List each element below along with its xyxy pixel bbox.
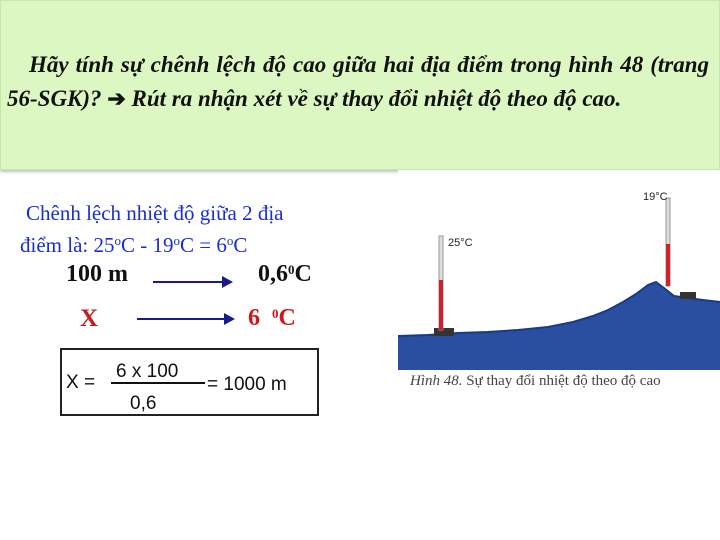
right-arrow-icon: ➔ (107, 86, 126, 111)
diff-part: C - 19 (120, 233, 174, 257)
proportion-0-6c (258, 261, 312, 288)
diff-part: C = 6 (179, 233, 227, 257)
degree-sup: 0 (288, 262, 295, 277)
question-text (7, 48, 709, 116)
thermometer-low-fill (439, 280, 443, 330)
calc-numerator: 6 x 100 (116, 361, 179, 382)
caption-number: Hình 48. (410, 373, 463, 389)
calc-result: = 1000 m (207, 374, 287, 395)
diff-line-2 (20, 227, 380, 259)
value: 0,6 (258, 261, 288, 287)
caption-text: Sự thay đổi nhiệt độ theo độ cao (466, 373, 661, 389)
village-icon (434, 328, 454, 336)
fraction-line (111, 382, 205, 384)
label-low: 25°C (448, 237, 473, 249)
question-conclusion: Rút ra nhận xét về sự thay đổi nhiệt độ theo độ cao. (131, 86, 622, 111)
degree-sup: o (226, 233, 234, 248)
thermometer-high-fill (666, 244, 670, 286)
value: 6 (248, 305, 260, 331)
temperature-difference-text (20, 199, 380, 259)
proportion-x: X (80, 305, 99, 332)
diff-part: điểm là: 25 (20, 233, 115, 257)
village-icon (680, 292, 696, 299)
label-high: 19°C (643, 191, 668, 203)
calc-denominator: 0,6 (130, 393, 157, 414)
diff-line-1: Chênh lệch nhiệt độ giữa 2 địa (26, 201, 284, 225)
figure-caption (410, 373, 661, 390)
degree-sup: 0 (272, 306, 279, 321)
degree-sup: o (173, 233, 180, 248)
diff-part: C (233, 233, 248, 257)
proportion-100m: 100 m (66, 261, 128, 287)
proportion-6c (248, 305, 296, 332)
altitude-temperature-figure (398, 170, 720, 406)
arrow-icon (153, 281, 231, 283)
degree-sup: o (114, 233, 121, 248)
unit: C (294, 261, 312, 287)
question-main: Hãy tính sự chênh lệch độ cao giữa hai địa điểm trong hình 48 (trang 56-SGK)? (7, 52, 709, 111)
question-box (0, 0, 720, 170)
arrow-icon (137, 318, 233, 320)
figure-bg (398, 170, 720, 406)
calc-lhs: X = (66, 372, 96, 393)
unit: C (278, 305, 296, 331)
